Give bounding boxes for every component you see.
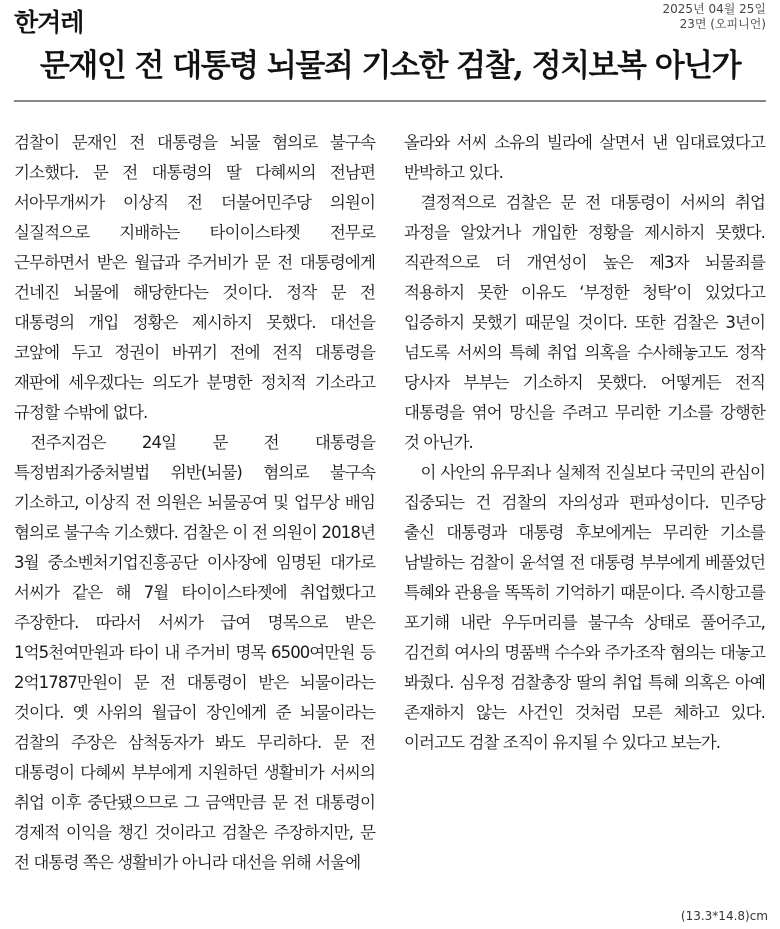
paragraph-1: 검찰이 문재인 전 대통령을 뇌물 혐의로 불구속 기소했다. 문 전 대통령의 딸 다혜씨의 전남편 서아무개씨가 이상직 전 더불어민주당 의원이 실질적으로 지배하는 타이이스타젯 전무로 근무하면서 받은 월급과 주거비가 문 전 대통령에게 건네진 뇌물에 해당한다는 것이다. 정작 문 전 대통령의 개입 정황은 제시하지 못했다. 대선을 코앞에 두고 정권이 바뀌기 전에 전직 대통령을 재판에 세우겠다는 의도가 분명한 정치적 기소라고 규정할 수밖에 없다. (14, 133, 375, 422)
column-right (404, 128, 765, 758)
publish-date: 2025년 04월 25일 (662, 2, 766, 16)
paragraph-2: 전주지검은 24일 문 전 대통령을 특정범죄가중처벌법 위반(뇌물) 혐의로 불구속 기소하고, 이상직 전 의원은 뇌물공여 및 업무상 배임 혐의로 불구속 기소했다. 검찰은 이 전 의원이 2018년 3월 중소벤처기업진흥공단 이사장에 임명된 대가로 서씨가 같은 해 7월 타이이스타젯에 취업했다고 주장한다. 따라서 서씨가 급여 명목으로 받은 1억5천여만원과 타이 내 주거비 명목 6500여만원 등 2억1787만원이 문 전 대통령이 받은 뇌물이라는 것이다. 옛 사위의 월급이 장인에게 준 뇌물이라는 검찰의 주장은 삼척동자가 봐도 무리하다. 문 전 대통령이 다혜씨 부부에게 지원하던 생활비가 서씨의 취업 이후 중단됐으므로 그 금액만큼 문 전 대통령이 경제적 이익을 챙긴 것이라고 검찰은 주장하지만, 문 전 대통령 쪽은 생활비가 아니라 대선을 위해 서울에 (14, 433, 375, 872)
article-meta (663, 2, 766, 32)
headline: 문재인 전 대통령 뇌물죄 기소한 검찰, 정치보복 아닌가 (39, 48, 741, 84)
masthead-logo: 한겨레 (14, 8, 84, 37)
paragraph-2-continued: 올라와 서씨 소유의 빌라에 살면서 낸 임대료였다고 반박하고 있다. (404, 133, 765, 182)
paragraph-4: 이 사안의 유무죄나 실체적 진실보다 국민의 관심이 집중되는 건 검찰의 자의성과 편파성이다. 민주당 출신 대통령과 대통령 후보에게는 무리한 기소를 남발하는 검찰이 윤석열 전 대통령 부부에게 베풀었던 특혜와 관용을 똑똑히 기억하기 때문이다. 즉시항고를 포기해 내란 우두머리를 불구속 상태로 풀어주고, 김건희 여사의 명품백 수수와 주가조작 혐의는 대놓고 봐줬다. 심우정 검찰총장 딸의 취업 특혜 의혹은 아예 존재하지 않는 사건인 것처럼 모른 체하고 있다. 이러고도 검찰 조직이 유지될 수 있다고 보는가. (404, 463, 765, 752)
article-size-note: (13.3*14.8)cm (680, 909, 768, 923)
column-left (14, 128, 375, 878)
headline-divider (14, 100, 766, 102)
paragraph-3: 결정적으로 검찰은 문 전 대통령이 서씨의 취업 과정을 알았거나 개입한 정황을 제시하지 못했다. 직관적으로 더 개연성이 높은 제3자 뇌물죄를 적용하지 못한 이유도 ‘부정한 청탁’이 있었다고 입증하지 못했기 때문일 것이다. 또한 검찰은 3년이 넘도록 서씨의 특혜 취업 의혹을 수사해놓고도 정작 당사자 부부는 기소하지 못했다. 어떻게든 전직 대통령을 엮어 망신을 주려고 무리한 기소를 강행한 것 아닌가. (404, 193, 765, 452)
page-section: 23면 (오피니언) (679, 17, 766, 31)
